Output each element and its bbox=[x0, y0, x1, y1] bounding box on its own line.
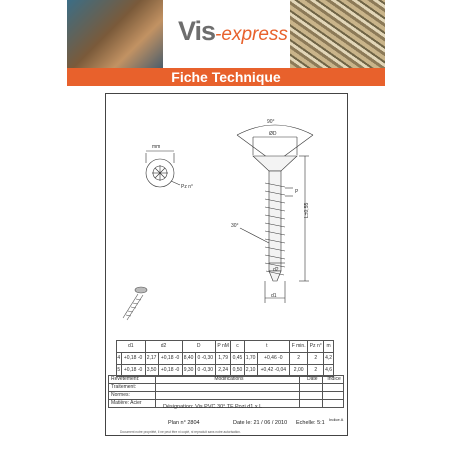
table-cell: 1,70 bbox=[244, 353, 257, 365]
label-angle-head: 90° bbox=[267, 119, 275, 125]
table-cell: 2,00 bbox=[290, 365, 308, 377]
designation: Désignation: Vis PVC 30° TF Pozi d1 x L bbox=[163, 404, 263, 410]
head-top-view bbox=[146, 151, 180, 187]
table-cell bbox=[323, 400, 344, 408]
label-pz: Pz n° bbox=[181, 184, 194, 190]
table-cell: 3,50 bbox=[145, 365, 158, 377]
screw-picture bbox=[123, 287, 147, 320]
logo-accent: -express bbox=[215, 24, 288, 45]
dim-header-P: P nM bbox=[215, 341, 230, 353]
table-cell: +0,42 -0,04 bbox=[257, 365, 289, 377]
table-cell: 8,40 bbox=[182, 353, 195, 365]
dim-header-m: m bbox=[324, 341, 334, 353]
screw-side-view bbox=[237, 125, 313, 303]
dim-header-c: c bbox=[231, 341, 244, 353]
dim-header-D: D bbox=[182, 341, 215, 353]
table-cell: 2 bbox=[290, 353, 308, 365]
table-cell: 2,24 bbox=[215, 365, 230, 377]
date: Date le: 21 / 06 / 2010 bbox=[233, 420, 288, 426]
logo-main: Vis bbox=[178, 16, 216, 46]
footer-note: Document notre propriété, il ne peut être ni copié, ni reproduit sans notre autorisation. bbox=[120, 430, 241, 434]
table-cell: 0 -0,30 bbox=[195, 365, 215, 377]
table-cell: Modifications bbox=[156, 376, 300, 384]
label-angle-tip: 30° bbox=[231, 223, 239, 229]
table-cell: Revêtement: bbox=[109, 376, 156, 384]
table-cell bbox=[300, 384, 323, 392]
table-cell: Matière: Acier bbox=[109, 400, 156, 408]
label-d1: d1 bbox=[271, 293, 277, 299]
table-cell: +0,18 -0 bbox=[158, 365, 182, 377]
dim-table-header-row bbox=[117, 341, 334, 353]
table-cell: 2 bbox=[308, 365, 324, 377]
table-cell: Date bbox=[300, 376, 323, 384]
dim-header-pz: Pz n° bbox=[308, 341, 324, 353]
table-cell bbox=[323, 392, 344, 400]
table-row bbox=[109, 392, 344, 400]
table-cell: Indice bbox=[323, 376, 344, 384]
table-row bbox=[117, 353, 334, 365]
table-cell: 4,6 bbox=[324, 365, 334, 377]
table-cell: 0,50 bbox=[231, 365, 244, 377]
table-cell bbox=[323, 384, 344, 392]
table-cell: 2,10 bbox=[244, 365, 257, 377]
table-cell bbox=[300, 392, 323, 400]
table-row bbox=[109, 376, 344, 384]
header-photo-screws bbox=[290, 0, 385, 68]
label-mm: mm bbox=[152, 144, 161, 150]
table-cell: 0,45 bbox=[231, 353, 244, 365]
label-P: P bbox=[295, 189, 299, 195]
table-cell: Normes: bbox=[109, 392, 156, 400]
dim-header-t: t bbox=[244, 341, 290, 353]
table-cell: Traitement: bbox=[109, 384, 156, 392]
table-cell bbox=[156, 384, 300, 392]
table-cell: 2 bbox=[308, 353, 324, 365]
header-photo-tools bbox=[67, 0, 163, 68]
table-cell bbox=[156, 392, 300, 400]
table-cell bbox=[300, 400, 323, 408]
dimension-table bbox=[116, 340, 334, 377]
table-cell: 0 -0,30 bbox=[195, 353, 215, 365]
indice: Indice A bbox=[329, 417, 344, 422]
table-cell: 4 bbox=[117, 353, 122, 365]
band-title: Fiche Technique bbox=[67, 68, 385, 86]
table-cell: 9,30 bbox=[182, 365, 195, 377]
dim-header-d2: d2 bbox=[145, 341, 182, 353]
table-cell: +0,18 -0 bbox=[158, 353, 182, 365]
table-cell: +0,18 -0 bbox=[121, 353, 145, 365]
table-cell: 2,17 bbox=[145, 353, 158, 365]
technical-drawing bbox=[105, 93, 348, 343]
label-d2: d2 bbox=[273, 267, 279, 273]
table-cell: +0,46 -0 bbox=[257, 353, 289, 365]
table-cell: +0,18 -0 bbox=[121, 365, 145, 377]
dim-header-d1: d1 bbox=[117, 341, 146, 353]
logo bbox=[178, 16, 288, 52]
plan-number: Plan n° 2804 bbox=[168, 420, 200, 426]
table-cell: 1,79 bbox=[215, 353, 230, 365]
table-cell: 5 bbox=[117, 365, 122, 377]
label-L: L±0,55 bbox=[304, 202, 310, 218]
scale: Echelle: 5:1 bbox=[296, 420, 325, 426]
table-row bbox=[109, 384, 344, 392]
table-cell: 4,2 bbox=[324, 353, 334, 365]
label-D: ØD bbox=[269, 131, 277, 137]
dim-header-F: F min. bbox=[290, 341, 308, 353]
